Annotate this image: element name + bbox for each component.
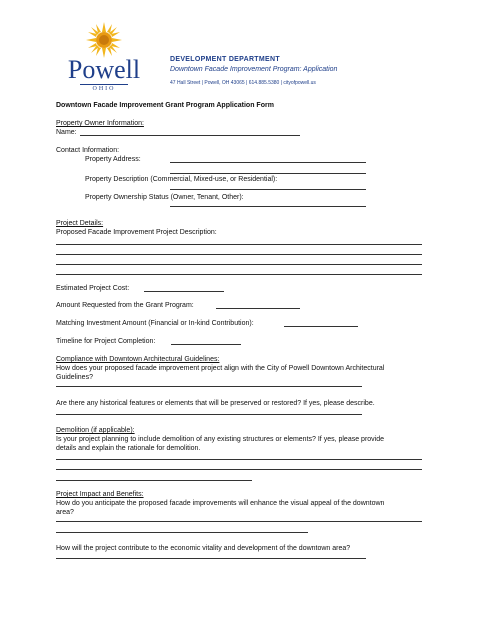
historical-answer-line[interactable] [56,414,362,415]
matching-investment-field[interactable] [284,326,358,327]
name-label: Name: [56,129,77,136]
project-description-line-3[interactable] [56,264,422,265]
economic-question: How will the project contribute to the economic vitality and development of the downtown area? [56,545,351,552]
contact-address: 47 Hall Street | Powell, OH 43065 | 614.885.5380 | cityofpowell.us [170,80,316,86]
guidelines-heading: Compliance with Downtown Architectural Guidelines: [56,356,220,363]
sun-icon [86,22,122,58]
amount-requested-label: Amount Requested from the Grant Program: [56,302,194,309]
demolition-answer-line-1[interactable] [56,459,422,460]
economic-answer-line[interactable] [56,558,366,559]
demolition-answer-line-3[interactable] [56,480,252,481]
powell-logo [52,22,156,92]
project-details-heading: Project Details: [56,220,104,227]
project-description-label: Proposed Facade Improvement Project Description: [56,229,217,236]
demolition-question: Is your project planning to include demolition of any existing structures or elements? If yes, please provide details and explain the rationale for demolition. [56,436,385,452]
timeline-label: Timeline for Project Completion: [56,338,156,345]
impact-heading: Project Impact and Benefits: [56,491,144,498]
impact-question: How do you anticipate the proposed facade improvements will enhance the visual appeal of the downtown area? [56,500,385,516]
estimated-cost-label: Estimated Project Cost: [56,285,130,292]
ownership-status-label: Property Ownership Status (Owner, Tenant, Other): [85,194,244,201]
project-description-line-4[interactable] [56,274,422,275]
matching-investment-label: Matching Investment Amount (Financial or In-kind Contribution): [56,320,254,327]
guidelines-answer-line[interactable] [56,386,362,387]
property-address-label: Property Address: [85,156,141,163]
property-address-field[interactable] [170,162,366,163]
guidelines-question: How does your proposed facade improvement project align with the City of Powell Downtown Architectural Guidelines? [56,365,385,381]
historical-question: Are there any historical features or elements that will be preserved or restored? If yes, please describe. [56,400,375,407]
logo-wordmark: Powell [67,55,141,84]
contact-heading: Contact Information: [56,147,120,154]
project-description-line-1[interactable] [56,244,422,245]
demolition-heading: Demolition (if applicable): [56,427,135,434]
property-address-field-2[interactable] [170,173,366,174]
logo-state: OHIO [80,84,128,92]
impact-answer-line-2[interactable] [56,532,308,533]
ownership-status-field[interactable] [170,206,366,207]
property-description-field[interactable] [170,189,366,190]
estimated-cost-field[interactable] [144,291,224,292]
owner-heading: Property Owner Information: [56,120,144,127]
project-description-line-2[interactable] [56,254,422,255]
impact-answer-line-1[interactable] [56,521,422,522]
amount-requested-field[interactable] [216,308,300,309]
form-title: Downtown Facade Improvement Grant Program Application Form [56,102,274,109]
property-description-label: Property Description (Commercial, Mixed-use, or Residential): [85,176,278,183]
department-name: DEVELOPMENT DEPARTMENT [170,56,280,63]
name-field[interactable] [80,135,300,136]
demolition-answer-line-2[interactable] [56,469,422,470]
timeline-field[interactable] [171,344,241,345]
program-subtitle: Downtown Facade Improvement Program: Application [170,66,338,73]
